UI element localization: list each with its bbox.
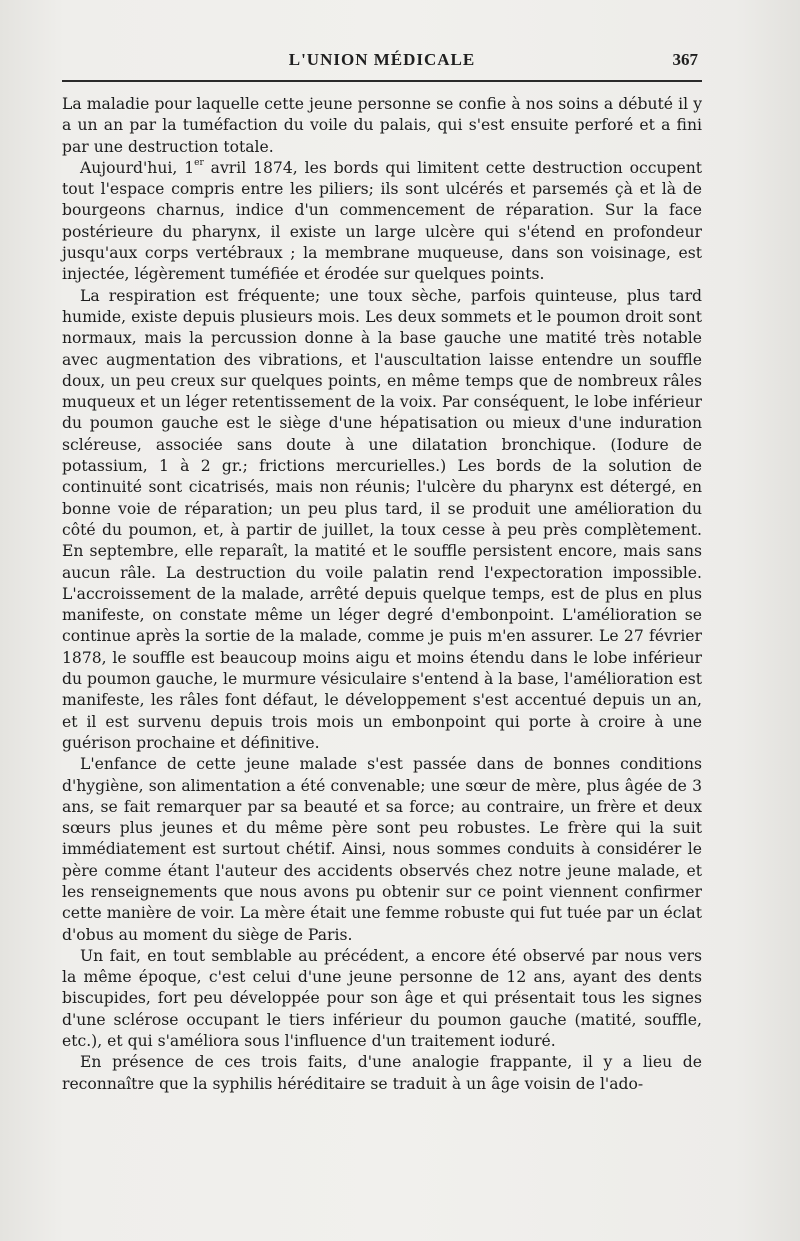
paragraph: L'enfance de cette jeune malade s'est passée dans de bonnes conditions d'hygiène, son alimentation a été convenable; une sœur de mère, plus âgée de 3 ans, se fait remarquer par sa beauté et sa force; au contraire, un frère et deux sœurs plus jeunes et du même père sont peu robustes. Le frère qui la suit immédiatement est surtout chétif. Ainsi, nous sommes conduits à considérer le père comme étant l'auteur des accidents observés chez notre jeune malade, et les renseignements que nous avons pu obtenir sur ce point viennent confirmer cette manière de voir. La mère était une femme robuste qui fut tuée par un éclat d'obus au moment du siège de Paris. — [62, 755, 702, 944]
journal-title: L'UNION MÉDICALE — [288, 50, 476, 69]
paragraph-lead: Aujourd'hui, 1 — [80, 158, 195, 177]
paragraph: Un fait, en tout semblable au précédent, a encore été observé par nous vers la même époque, c'est celui d'une jeune personne de 12 ans, ayant des dents biscupides, fort peu développée pour son âge et qui présentait tous les signes d'une sclérose occupant le tiers inférieur du poumon gauche (matité, souffle, etc.), et qui s'améliora sous l'influence d'un traitement ioduré. — [62, 946, 702, 1051]
running-head — [62, 50, 702, 76]
page-number: 367 — [672, 50, 698, 69]
paragraph: La maladie pour laquelle cette jeune personne se confie à nos soins a débuté il y a un an par la tuméfaction du voile du palais, qui s'est ensuite perforé et a fini par une destruction totale. — [62, 95, 702, 156]
paragraph: En présence de ces trois faits, d'une analogie frappante, il y a lieu de reconnaître que la syphilis héréditaire se traduit à un âge voisin de l'ado- — [62, 1053, 702, 1093]
paragraph-body: avril 1874, les bords qui limitent cette destruction occupent tout l'espace compris entre les piliers; ils sont ulcérés et parsemés çà et là de bourgeons charnus, indice d'un commencement de réparation. Sur la face postérieure du pharynx, il existe un large ulcère qui s'étend en profondeur jusqu'aux corps vertébraux ; la membrane muqueuse, dans son voisinage, est injectée, légèrement tuméfiée et érodée sur quelques points. — [62, 158, 703, 284]
paragraph: La respiration est fréquente; une toux sèche, parfois quinteuse, plus tard humide, existe depuis plusieurs mois. Les deux sommets et le poumon droit sont normaux, mais la percussion donne à la base gauche une matité très notable avec augmentation des vibrations, et l'auscultation laisse entendre un souffle doux, un peu creux sur quelques points, en même temps que de nombreux râles muqueux et un léger retentissement de la voix. Par conséquent, le lobe inférieur du poumon gauche est le siège d'une hépatisation ou mieux d'une induration scléreuse, associée sans doute à une dilatation bronchique. (Iodure de potassium, 1 à 2 gr.; frictions mercurielles.) Les bords de la solution de continuité sont cicatrisés, mais non réunis; l'ulcère du pharynx est détergé, en bonne voie de réparation; un peu plus tard, il se produit une amélioration du côté du poumon, et, à partir de juillet, la toux cesse à peu près complètement. En septembre, elle reparaît, la matité et le souffle persistent encore, mais sans aucun râle. La destruction du voile palatin rend l'expectoration impossible. L'accroissement de la malade, arrêté depuis quelque temps, est de plus en plus manifeste, on constate même un léger degré d'embonpoint. L'amélioration se continue après la sortie de la malade, comme je puis m'en assurer. Le 27 février 1878, le souffle est beaucoup moins aigu et moins étendu dans le lobe inférieur du poumon gauche, le murmure vésiculaire s'entend à la base, l'amélioration est manifeste, les râles font défaut, le développement s'est accentué depuis un an, et il est survenu depuis trois mois un embonpoint qui porte à croire à une guérison prochaine et définitive. — [62, 286, 702, 752]
paragraph — [62, 158, 702, 286]
ordinal-superscript: er — [194, 157, 204, 168]
header-rule — [62, 80, 702, 82]
body-text — [62, 94, 702, 1095]
